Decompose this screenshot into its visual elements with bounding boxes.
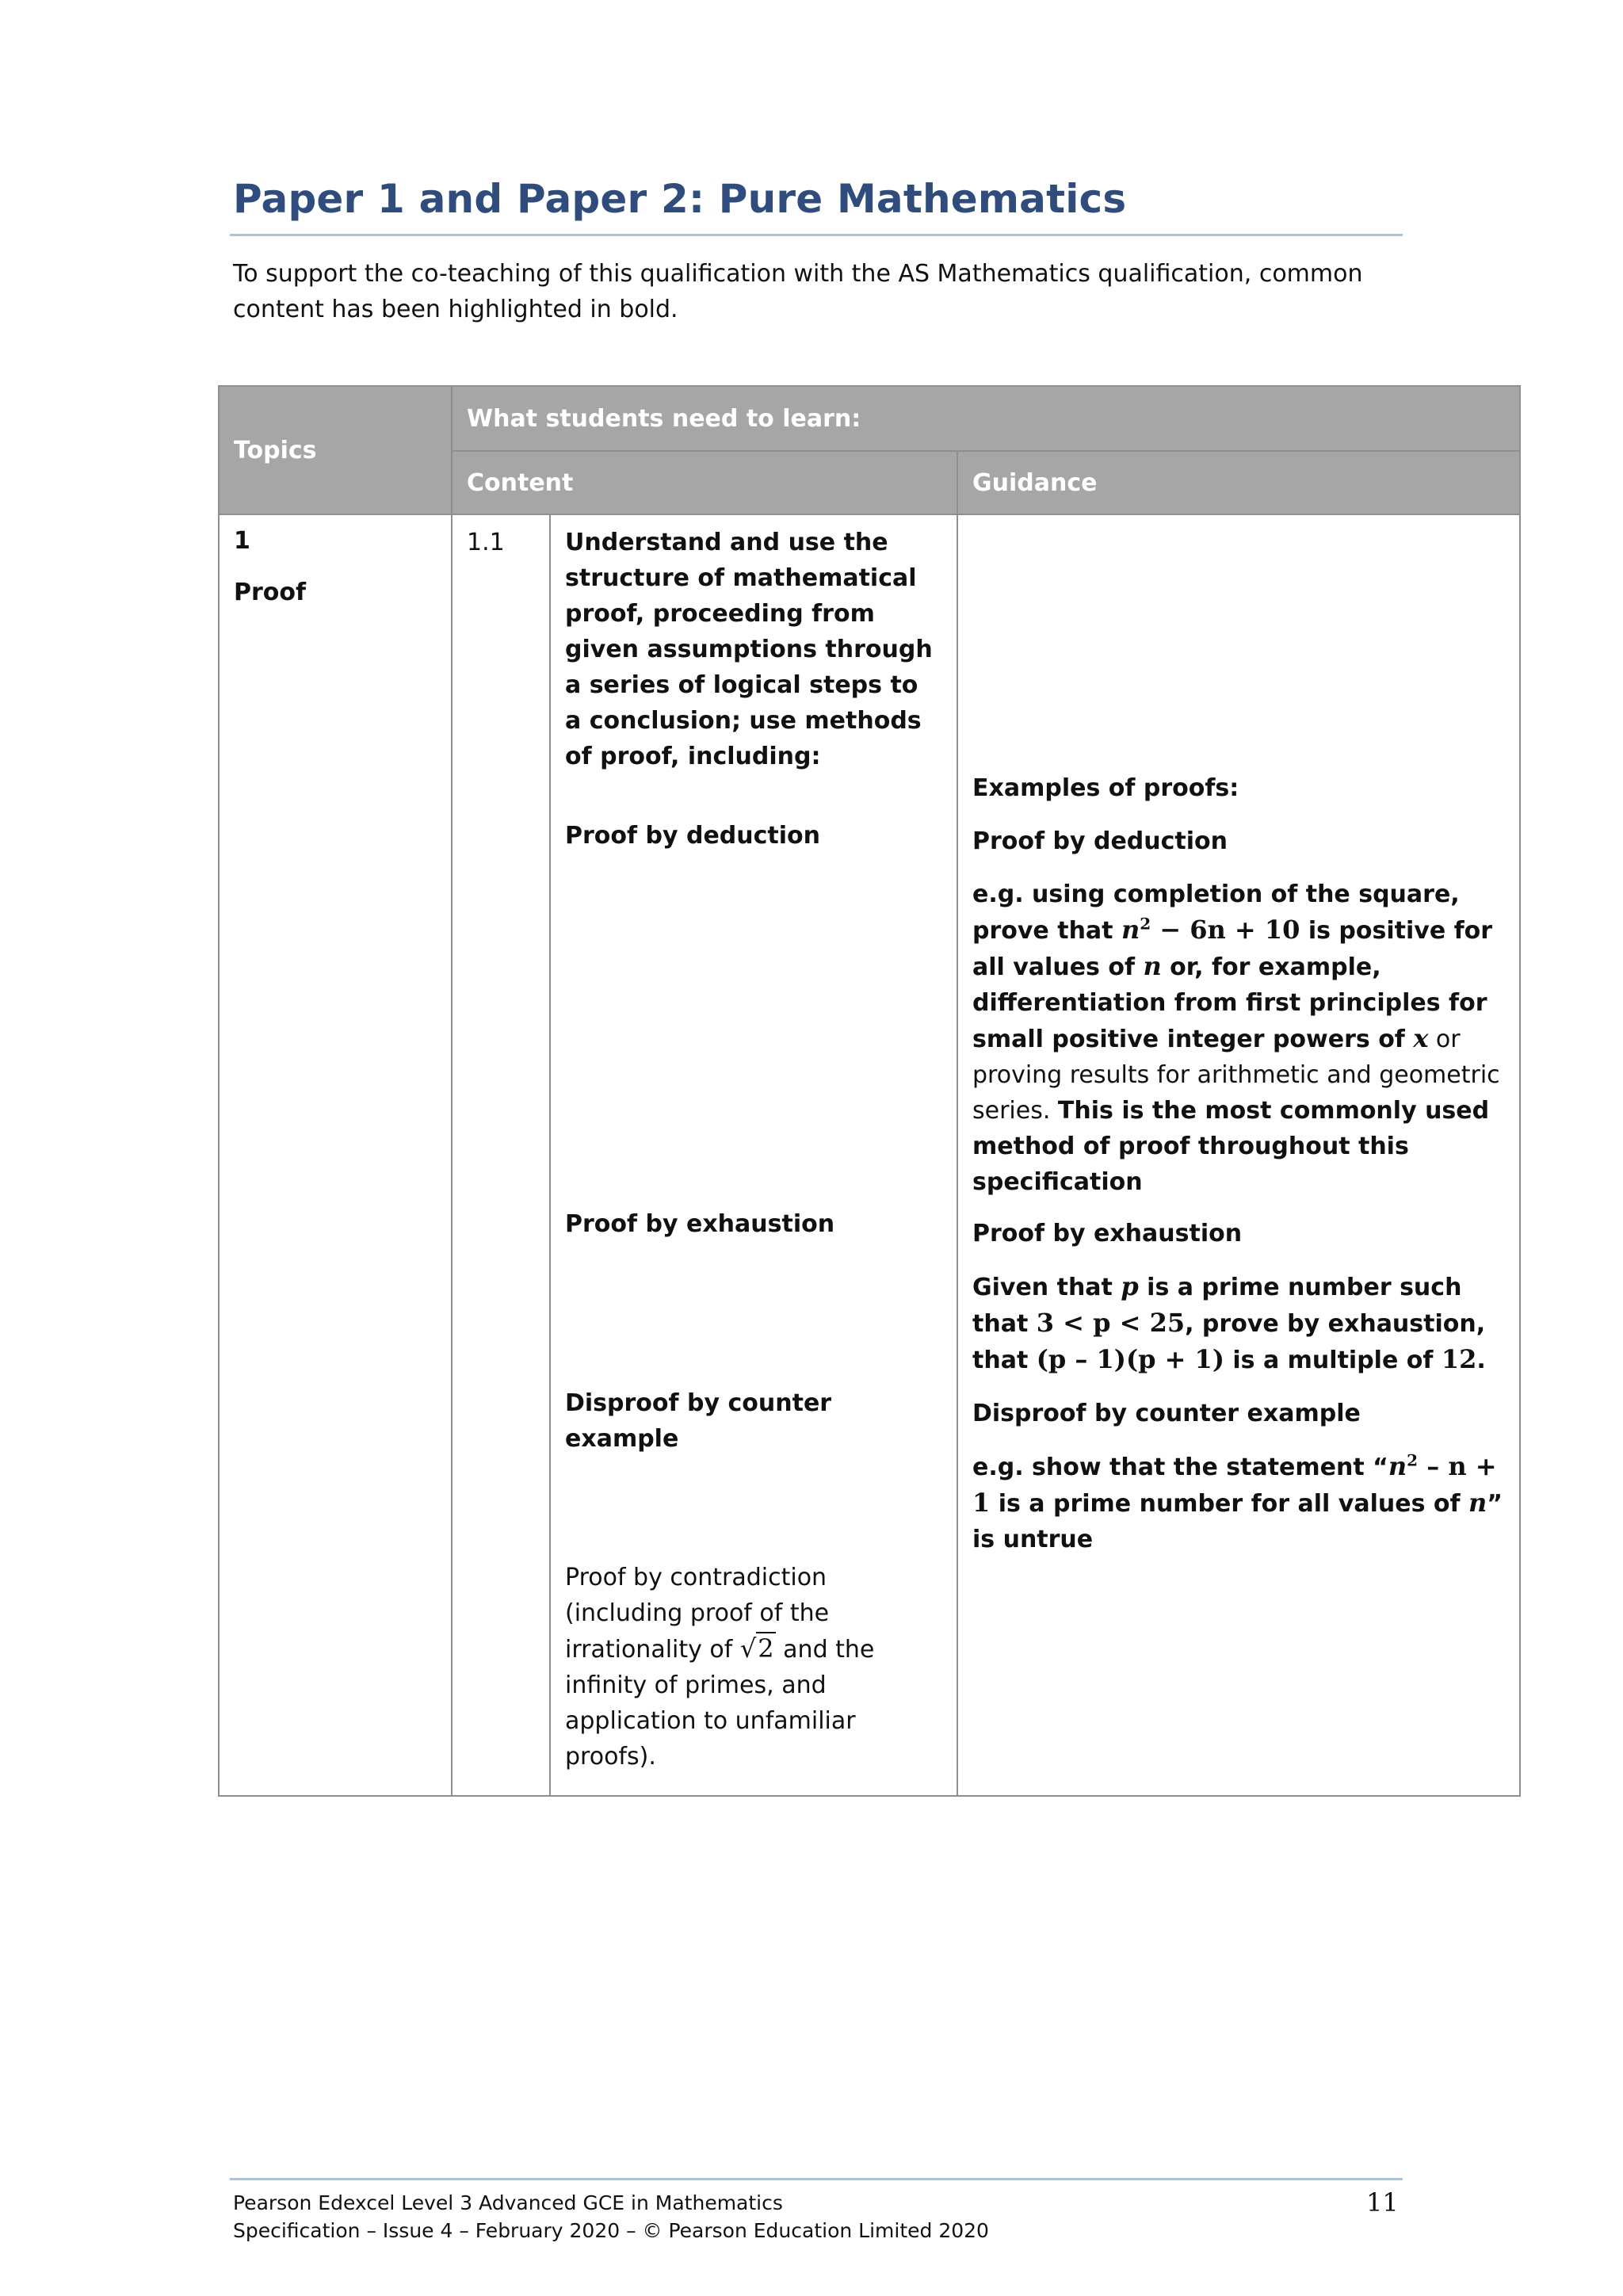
footer-line-2: Specification – Issue 4 – February 2020 – © Pearson Education Limited 2020 — [233, 2219, 989, 2242]
guidance-counter-text: e.g. show that the statement “$n^2 - n + 1$ is a prime number for all values of n” is untrue — [972, 1450, 1503, 1553]
content-deduction: Proof by deduction — [565, 822, 821, 850]
table-row — [219, 514, 1520, 1796]
sqrt-2-symbol: √2 — [739, 1633, 774, 1664]
topic-cell — [219, 514, 452, 1796]
header-topics: Topics — [219, 386, 452, 514]
guidance-deduction-text: e.g. using completion of the square, prove that $n^2 - 6n + 10$ is positive for all values of n or, for example, differentiation from first principles for small positive integer powers of x or proving results for arithmetic and geometric series. This is the most commonly used method of proof throughout this specification — [972, 881, 1500, 1196]
ref-cell — [452, 514, 550, 1796]
content-intro: Understand and use the structure of mathematical proof, proceeding from given assumptions through a series of logical steps to a conclusion; use methods of proof, including: — [565, 529, 933, 770]
topic-name: Proof — [234, 579, 307, 606]
expr-n2-6n-10: $n^2 - 6n + 10$ — [1121, 914, 1300, 945]
header-row-1 — [219, 386, 1520, 451]
content-cell — [550, 514, 957, 1796]
guidance-exhaustion-text: Given that p is a prime number such that 3 < p < 25, prove by exhaustion, that (p – 1)(p + 1) is a multiple of 12. — [972, 1271, 1486, 1374]
intro-paragraph: To support the co-teaching of this qualification with the AS Mathematics qualification, common content has been highlighted in bold. — [233, 260, 1363, 323]
spec-table — [218, 385, 1521, 1797]
ref-number: 1.1 — [467, 529, 505, 556]
content-counter: Disproof by counter example — [565, 1389, 832, 1453]
title-underline — [230, 234, 1403, 236]
header-content: Content — [452, 451, 957, 514]
guidance-cell — [957, 514, 1520, 1796]
guidance-deduction-heading: Proof by deduction — [972, 827, 1228, 855]
content-contradiction: Proof by contradiction (including proof of the irrationality of √2 and the infinity of primes, and application to unfamiliar proofs). — [565, 1564, 875, 1771]
content-exhaustion: Proof by exhaustion — [565, 1210, 835, 1238]
footer-line-1: Pearson Edexcel Level 3 Advanced GCE in Mathematics — [233, 2191, 783, 2214]
guidance-counter-heading: Disproof by counter example — [972, 1400, 1361, 1427]
guidance-intro: Examples of proofs: — [972, 774, 1239, 802]
expr-n2-n-1: $n^2 - n + 1$ — [972, 1450, 1497, 1518]
page-title: Paper 1 and Paper 2: Pure Mathematics — [233, 176, 1127, 222]
page-number: 11 — [1366, 2187, 1399, 2218]
footer-rule — [230, 2178, 1403, 2180]
guidance-exhaustion-heading: Proof by exhaustion — [972, 1220, 1243, 1247]
topic-number: 1 — [234, 527, 250, 555]
header-what-students: What students need to learn: — [452, 386, 1520, 451]
header-guidance: Guidance — [957, 451, 1520, 514]
